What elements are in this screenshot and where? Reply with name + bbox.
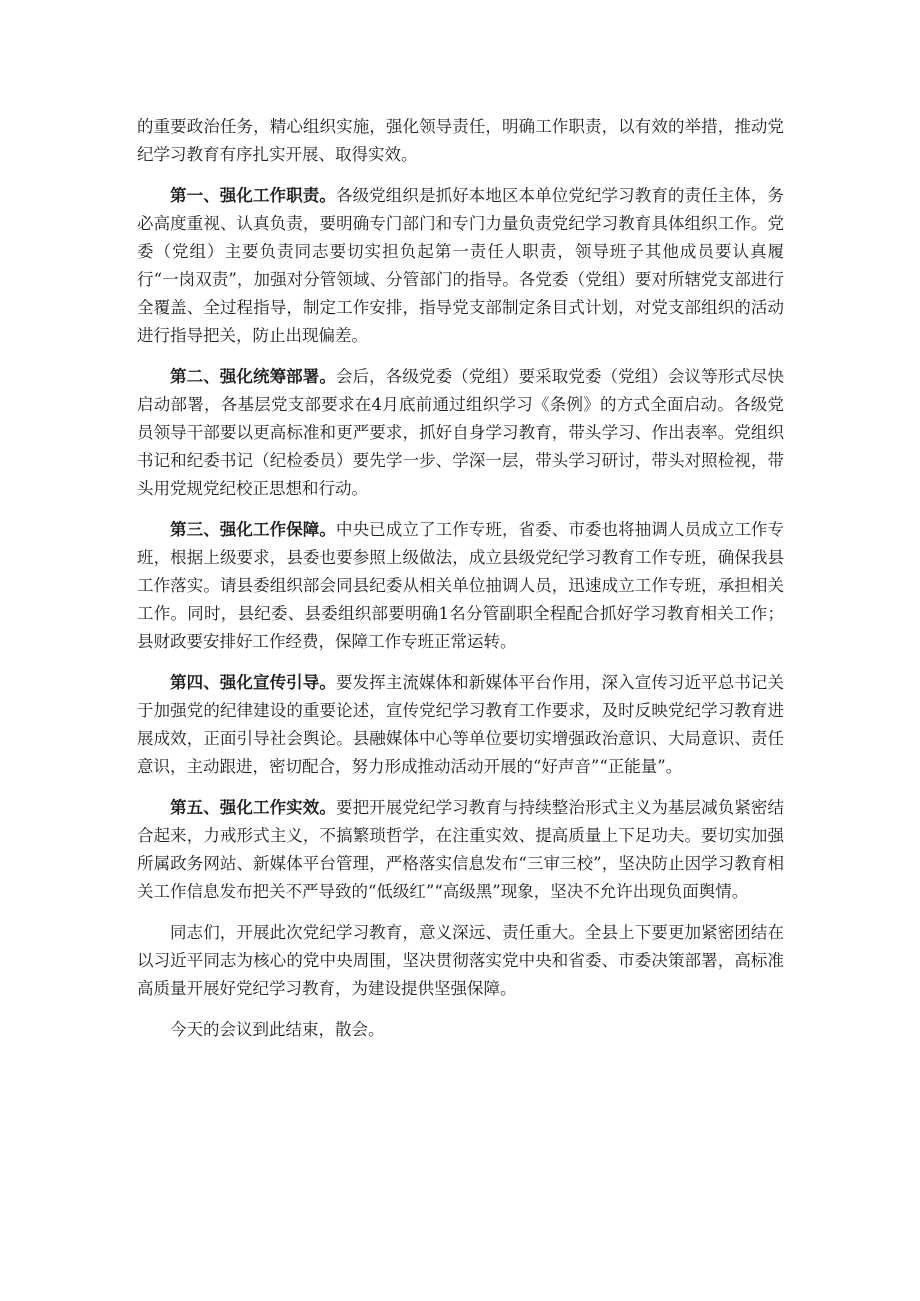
paragraph-closing: [137, 919, 784, 1003]
document-body: [137, 113, 784, 1057]
paragraph-text: 的重要政治任务，精心组织实施，强化领导责任，明确工作职责，以有效的举措，推动党纪学习教育有序扎实开展、取得实效。: [137, 117, 784, 164]
section-heading: 第三、强化工作保障。: [170, 520, 336, 539]
paragraph-section-2: [137, 363, 784, 503]
paragraph-section-3: [137, 516, 784, 656]
paragraph-text: 会后，各级党委（党组）要采取党委（党组）会议等形式尽快启动部署，各基层党支部要求在4月底前通过组织学习《条例》的方式全面启动。各级党员领导干部要以更高标准和更严要求，抓好自身学习教育，带头学习、作出表率。党组织书记和纪委书记（纪检委员）要先学一步、学深一层，带头学习研讨，带头对照检视，带头用党规党纪校正思想和行动。: [137, 367, 785, 498]
paragraph-text: 各级党组织是抓好本地区本单位党纪学习教育的责任主体，务必高度重视、认真负责，要明确专门部门和专门力量负责党纪学习教育具体组织工作。党委（党组）主要负责同志要切实担负起第一责任人职责，领导班子其他成员要认真履行“一岗双责”，加强对分管领域、分管部门的指导。各党委（党组）要对所辖党支部进行全覆盖、全过程指导，制定工作安排，指导党支部制定条目式计划，对党支部组织的活动进行指导把关，防止出现偏差。: [137, 186, 785, 345]
paragraph-section-1: [137, 182, 784, 350]
section-heading: 第五、强化工作实效。: [170, 798, 336, 817]
paragraph-text: 要发挥主流媒体和新媒体平台作用，深入宣传习近平总书记关于加强党的纪律建设的重要论述，宣传党纪学习教育工作要求，及时反映党纪学习教育进展成效，正面引导社会舆论。县融媒体中心等单位要切实增强政治意识、大局意识、责任意识，主动跟进，密切配合，努力形成推动活动开展的“好声音”“正能量”。: [137, 673, 785, 776]
paragraph-text: 中央已成立了工作专班，省委、市委也将抽调人员成立工作专班，根据上级要求，县委也要参照上级做法，成立县级党纪学习教育工作专班，确保我县工作落实。请县委组织部会同县纪委从相关单位抽调人员，迅速成立工作专班，承担相关工作。同时，县纪委、县委组织部要明确1名分管副职全程配合抓好学习教育相关工作；县财政要安排好工作经费，保障工作专班正常运转。: [137, 520, 785, 651]
section-heading: 第四、强化宣传引导。: [170, 673, 336, 692]
paragraph-section-5: [137, 794, 784, 906]
paragraph-continuation: [137, 113, 784, 169]
section-heading: 第一、强化工作职责。: [170, 186, 336, 205]
paragraph-text: 今天的会议到此结束，散会。: [170, 1020, 385, 1039]
paragraph-section-4: [137, 669, 784, 781]
paragraph-text: 要把开展党纪学习教育与持续整治形式主义为基层减负紧密结合起来，力戒形式主义，不搞繁琐哲学，在注重实效、提高质量上下足功夫。要切实加强所属政务网站、新媒体平台管理，严格落实信息发布“三审三校”，坚决防止因学习教育相关工作信息发布把关不严导致的“低级红”“高级黑”现象，坚决不允许出现负面舆情。: [137, 798, 785, 901]
section-heading: 第二、强化统筹部署。: [170, 367, 336, 386]
paragraph-text: 同志们，开展此次党纪学习教育，意义深远、责任重大。全县上下要更加紧密团结在以习近平同志为核心的党中央周围，坚决贯彻落实党中央和省委、市委决策部署，高标准高质量开展好党纪学习教育，为建设提供坚强保障。: [137, 923, 784, 998]
paragraph-adjourn: [137, 1016, 784, 1044]
